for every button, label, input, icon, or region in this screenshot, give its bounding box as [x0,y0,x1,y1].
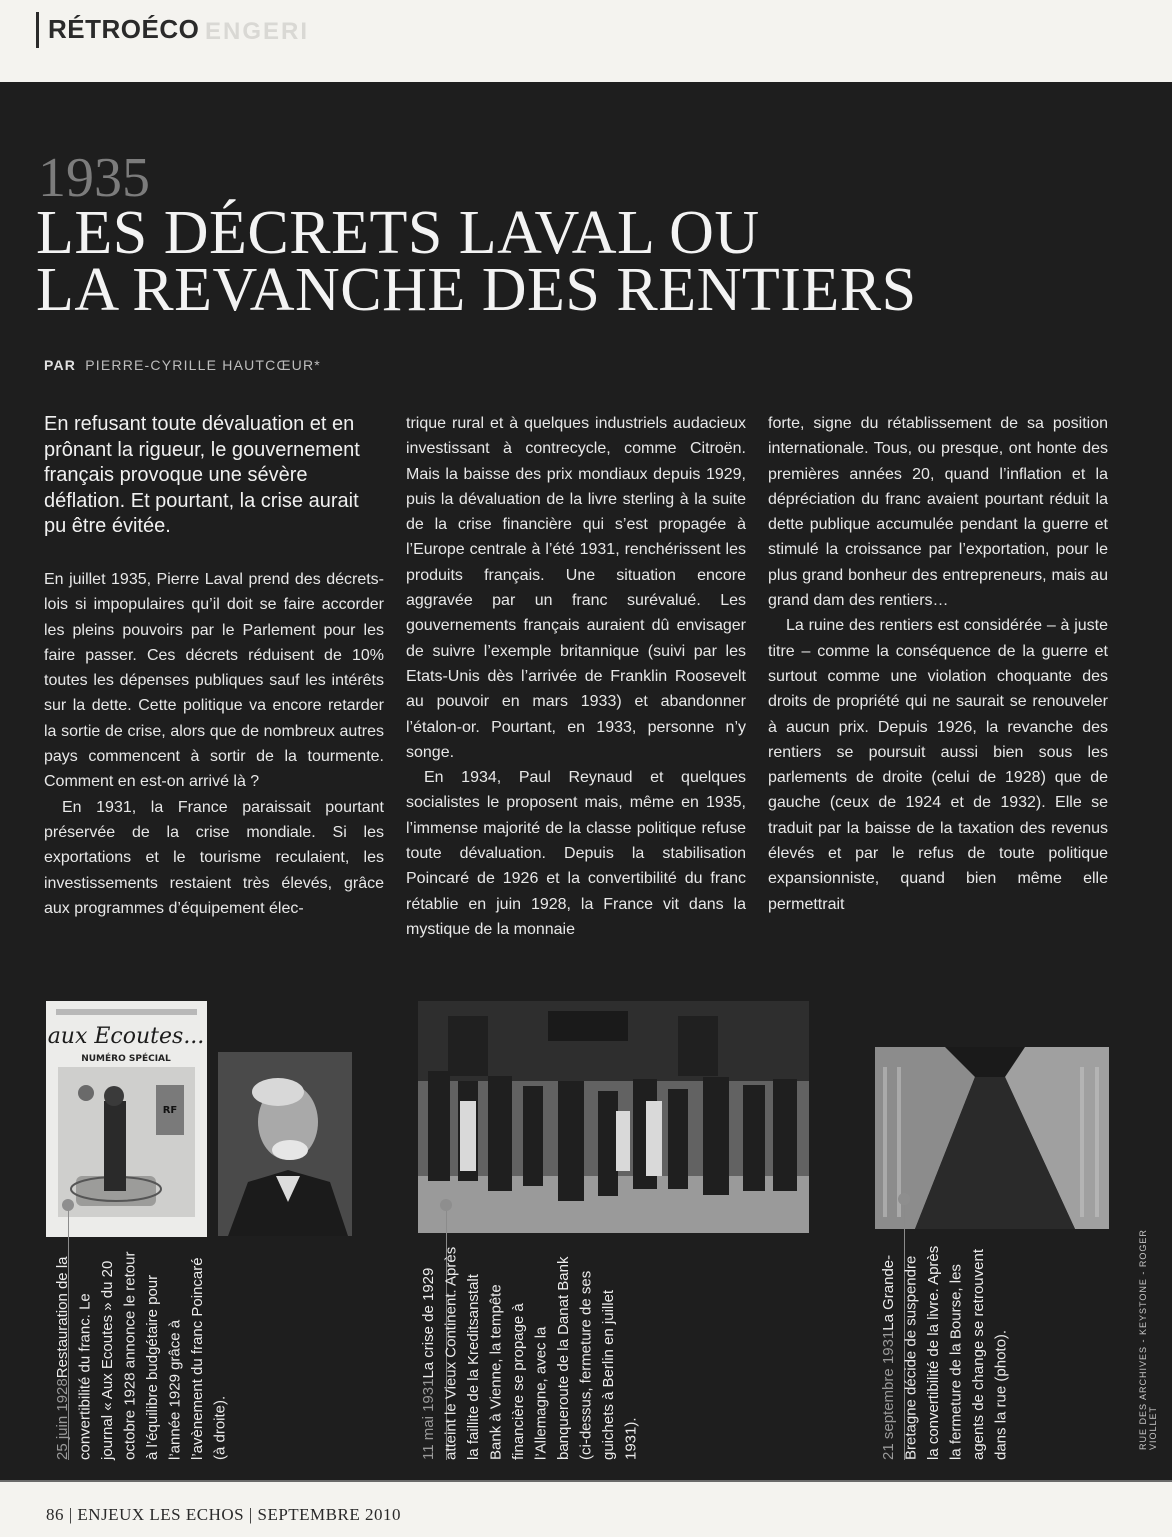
paragraph: En 1931, la France paraissait pourtant préservée de la crise mondiale. Si les exportations et le tourisme reculaient, les investissements restaient très élevés, grâce aux programmes d’équipement élec- [44,798,384,917]
byline-prefix: PAR [44,357,77,373]
title-line-2: LA REVANCHE DES RENTIERS [36,256,917,324]
page-footer [46,1505,401,1525]
title-line-1: LES DÉCRETS LAVAL OU [36,199,760,267]
timeline-caption-1 [52,1245,232,1460]
bank-crowd-illustration [418,1001,809,1233]
article-title [36,199,1036,324]
section-rule [36,12,39,48]
portrait-photo [218,1052,352,1236]
timeline-caption-2 [418,1245,643,1460]
body-column-2 [406,411,746,942]
body-column-3 [768,411,1108,917]
cover-subtitle: NUMÉRO SPÉCIAL [81,1054,171,1064]
body-column-1 [44,567,384,921]
timeline-dot-2 [440,1199,452,1211]
portrait-illustration [218,1052,352,1236]
lede: En refusant toute dévaluation et en prônant la rigueur, le gouvernement français provoque une sévère déflation. Et pourtant, la crise aurait pu être évitée. [44,413,360,537]
section-label: RÉTROÉCO [48,14,200,44]
street-crowd-illustration [875,1047,1109,1229]
timeline-text: La Grande-Bretagne décide de suspendre la convertibilité de la livre. Après la fermeture de la Bourse, les agents de change se retrouvent dans la rue (photo). [880,1245,1010,1460]
paragraph: La ruine des rentiers est considérée – à juste titre – comme la conséquence de la guerre et surtout comme une violation choquante des droits de propriété qui ne saurait se renouveler à aucun prix. Depuis 1926, la revanche des rentiers se poursuit aussi bien sous les parlements de droite (celui de 1928) que de gauche (ceux de 1924 et de 1932). Elle se traduit par la baisse de la taxation des revenus élevés et par le refus de toute politique expansionniste, quand bien même elle permettrait [768,617,1108,913]
paragraph: En 1934, Paul Reynaud et quelques socialistes le proposent mais, même en 1935, l’immense majorité de la classe politique refuse toute dévaluation. Depuis la stabilisation Poincaré de 1926 et la convertibilité du franc rétablie en juin 1928, la France vit dans la mystique de la monnaie [406,769,746,938]
timeline-text: Restauration de la convertibilité du franc. Le journal « Aux Ecoutes » du 20 octobre 1928 annonce le retour à l’équilibre budgétaire pour l’année 1929 grâce à l’avènement du franc Poincaré (à droite). [54,1251,229,1460]
footer-rule [0,1480,1172,1482]
page-number: 86 [46,1505,64,1524]
show-through-text: ENGERI [205,18,310,45]
street-crowd-photo [875,1047,1109,1229]
timeline-caption-3 [878,1245,1013,1460]
timeline-date: 11 mai 1931 [420,1378,437,1460]
photo-credit: RUE DES ARCHIVES - KEYSTONE - ROGER VIOLLET [1138,1229,1158,1450]
bank-crowd-photo [418,1001,809,1233]
timeline-dot-3 [898,1193,910,1205]
paragraph: forte, signe du rétablissement de sa position internationale. Tous, ou presque, ont honte des premières années 20, quand l’inflation et la dépréciation du franc avaient pourtant réduit la dette publique accumulée pendant la guerre et stimulé la croissance par l’exportation, pour le plus grand bonheur des entrepreneurs, mais au grand dam des rentiers… [768,415,1108,610]
cover-masthead: aux Ecoutes... [47,1024,205,1049]
magazine-name: | ENJEUX LES ECHOS [64,1505,244,1524]
cover-sign: RF [162,1105,178,1116]
timeline-dot-1 [62,1199,74,1211]
timeline-date: 25 juin 1928 [54,1378,71,1460]
paragraph: trique rural et à quelques industriels audacieux investissant à contrecycle, comme Citroën. Mais la baisse des prix mondiaux depuis 1929, puis la dévaluation de la livre sterling à la suite de la crise financière qui s’est propagée à l’Europe centrale à l’été 1931, renchérissent les produits français. Une situation encore aggravée par un franc surévalué. Les gouvernements français auraient dû envisager de suivre l’exemple britannique (suivi par les Etats-Unis dès l’arrivée de Franklin Roosevelt au pouvoir en mars 1933) et abandonner l’étalon-or. Pourtant, en 1933, personne n’y songe. [406,415,746,761]
issue-date: | SEPTEMBRE 2010 [244,1505,401,1524]
paragraph: En juillet 1935, Pierre Laval prend des décrets-lois si impopulaires qu’il doit se faire accorder les pleins pouvoirs par le Parlement pour les faire passer. Ces décrets réduisent de 10% toutes les dépenses publiques sauf les intérêts sur la dette. Cette politique va encore retarder la sortie de crise, alors que de nombreux autres pays commencent à sortir de la tourmente. Comment en est-on arrivé là ? [44,571,384,791]
author-name: PIERRE-CYRILLE HAUTCŒUR* [85,357,321,373]
article-year: 1935 [38,147,150,209]
timeline-text: La crise de 1929 atteint le Vieux Continent. Après la faillite de la Kreditsanstalt Bank à Vienne, la tempête financière se propage à l’Allemagne, avec la banqueroute de la Danat Bank (ci-dessus, fermeture de ses guichets à Berlin en juillet 1931). [420,1246,640,1460]
timeline-date: 21 septembre 1931 [880,1330,897,1460]
byline [44,357,321,373]
